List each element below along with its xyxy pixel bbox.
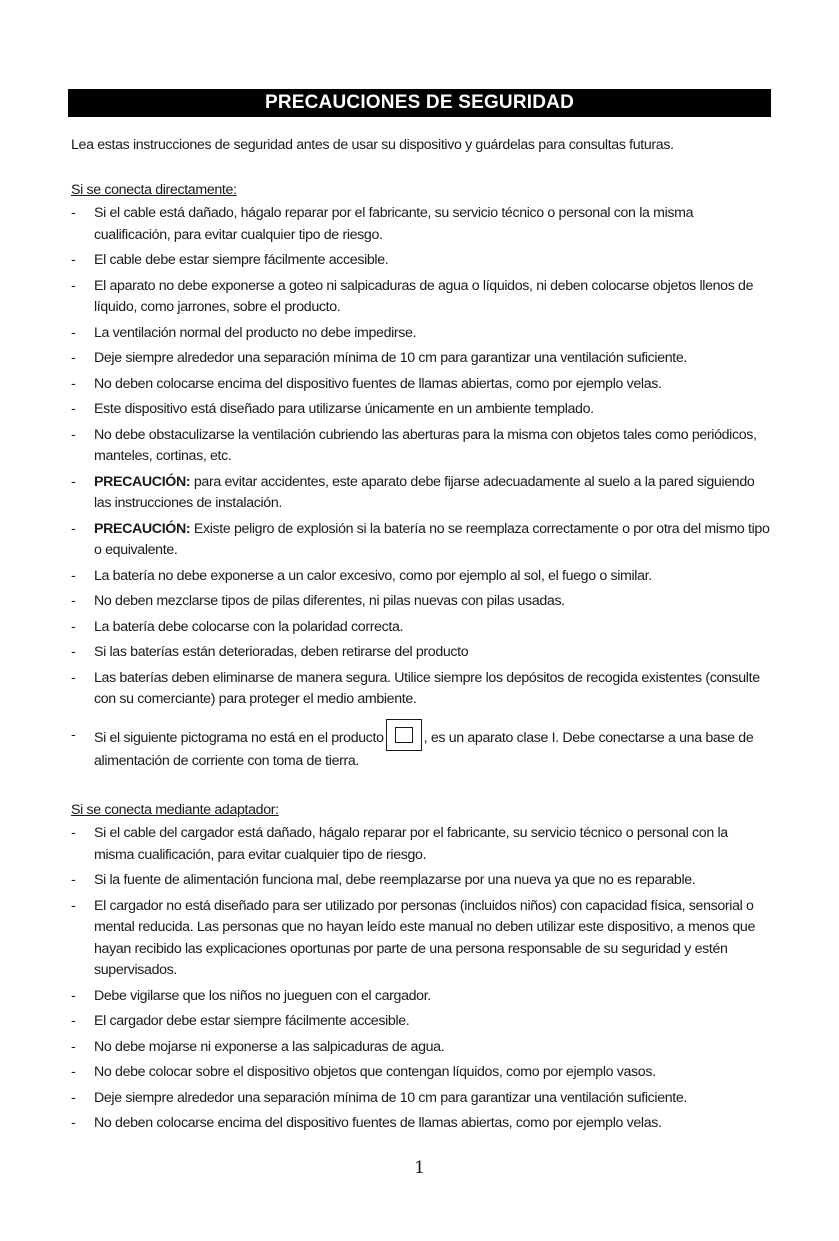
caution-label: PRECAUCIÓN:: [94, 520, 191, 537]
list-item: - Este dispositivo está diseñado para utilizarse únicamente en un ambiente templado.: [71, 401, 594, 417]
list-item: - No deben colocarse encima del dispositivo fuentes de llamas abiertas, como por ejemplo velas.: [71, 1115, 662, 1131]
section-adapter-connection: [71, 801, 771, 1139]
list-item: - La batería debe colocarse con la polaridad correcta.: [71, 618, 404, 635]
page-number: 1: [414, 1158, 425, 1178]
list-item: - Deje siempre alrededor una separación mínima de 10 cm para garantizar una ventilación suficiente.: [71, 1089, 688, 1106]
section-heading-adapter: Si se conecta mediante adaptador:: [71, 802, 279, 818]
list-item: - La ventilación normal del producto no debe impedirse.: [71, 324, 417, 341]
list-item: - El cargador debe estar siempre fácilmente accesible.: [71, 1013, 410, 1029]
section-direct-connection: [71, 181, 771, 776]
list-item: - No debe mojarse ni exponerse a las salpicaduras de agua.: [71, 1038, 445, 1055]
list-item: - No debe colocar sobre el dispositivo objetos que contengan líquidos, como por ejemplo vasos.: [71, 1064, 656, 1080]
caution-label: PRECAUCIÓN:: [94, 473, 191, 490]
double-insulation-icon: [386, 719, 422, 751]
caution-item: - PRECAUCIÓN: Existe peligro de explosión si la batería no se reemplaza correctamente o por otra del mismo tipo o equivalente.: [71, 520, 770, 558]
list-item: - Si el siguiente pictograma no está en el producto , es un aparato clase I. Debe conectarse a una base de alimentación de corriente con toma de tierra.: [71, 725, 771, 773]
list-item: - El cable debe estar siempre fácilmente accesible.: [71, 252, 389, 268]
section-heading-direct: Si se conecta directamente:: [71, 182, 237, 198]
list-item: - Si las baterías están deterioradas, deben retirarse del producto: [71, 644, 469, 660]
page-title: PRECAUCIONES DE SEGURIDAD: [68, 89, 771, 117]
direct-precautions-list: [71, 203, 771, 772]
list-item: - Deje siempre alrededor una separación mínima de 10 cm para garantizar una ventilación suficiente.: [71, 350, 688, 366]
list-item: - No debe obstaculizarse la ventilación cubriendo las aberturas para la misma con objetos tales como periódicos, manteles, cortinas, etc.: [71, 426, 757, 464]
list-item: - La batería no debe exponerse a un calor excesivo, como por ejemplo al sol, el fuego o similar.: [71, 567, 652, 584]
adapter-precautions-list: [71, 823, 771, 1135]
list-item: - Si el cable está dañado, hágalo reparar por el fabricante, su servicio técnico o personal con la misma cualificación, para evitar cualquier tipo de riesgo.: [71, 205, 694, 243]
list-item: - Las baterías deben eliminarse de manera segura. Utilice siempre los depósitos de recogida existentes (consulte con su comerciante) para proteger el medio ambiente.: [71, 669, 760, 707]
list-item: - No deben colocarse encima del dispositivo fuentes de llamas abiertas, como por ejemplo velas.: [71, 375, 662, 392]
list-item: - El cargador no está diseñado para ser utilizado por personas (incluidos niños) con capacidad física, sensorial o mental reducida. Las personas que no hayan leído este manual no deben utilizar este dispositivo, a menos que hayan recibido las explicaciones oportunas por parte de una persona responsable de su seguridad y estén supervisados.: [71, 897, 755, 978]
list-item: - Si el cable del cargador está dañado, hágalo reparar por el fabricante, su servicio técnico o personal con la misma cualificación, para evitar cualquier tipo de riesgo.: [71, 825, 728, 863]
list-item: - Si la fuente de alimentación funciona mal, debe reemplazarse por una nueva ya que no es reparable.: [71, 872, 696, 888]
caution-item: - PRECAUCIÓN: para evitar accidentes, este aparato debe fijarse adecuadamente al suelo a la pared siguiendo las instrucciones de instalación.: [71, 473, 755, 511]
list-item: - Debe vigilarse que los niños no jueguen con el cargador.: [71, 987, 431, 1004]
list-item: - El aparato no debe exponerse a goteo ni salpicaduras de agua o líquidos, ni deben colocarse objetos llenos de líquido, como jarrones, sobre el producto.: [71, 277, 754, 315]
list-item: - No deben mezclarse tipos de pilas diferentes, ni pilas nuevas con pilas usadas.: [71, 593, 565, 609]
intro-text: Lea estas instrucciones de seguridad antes de usar su dispositivo y guárdelas para consultas futuras.: [71, 137, 674, 153]
